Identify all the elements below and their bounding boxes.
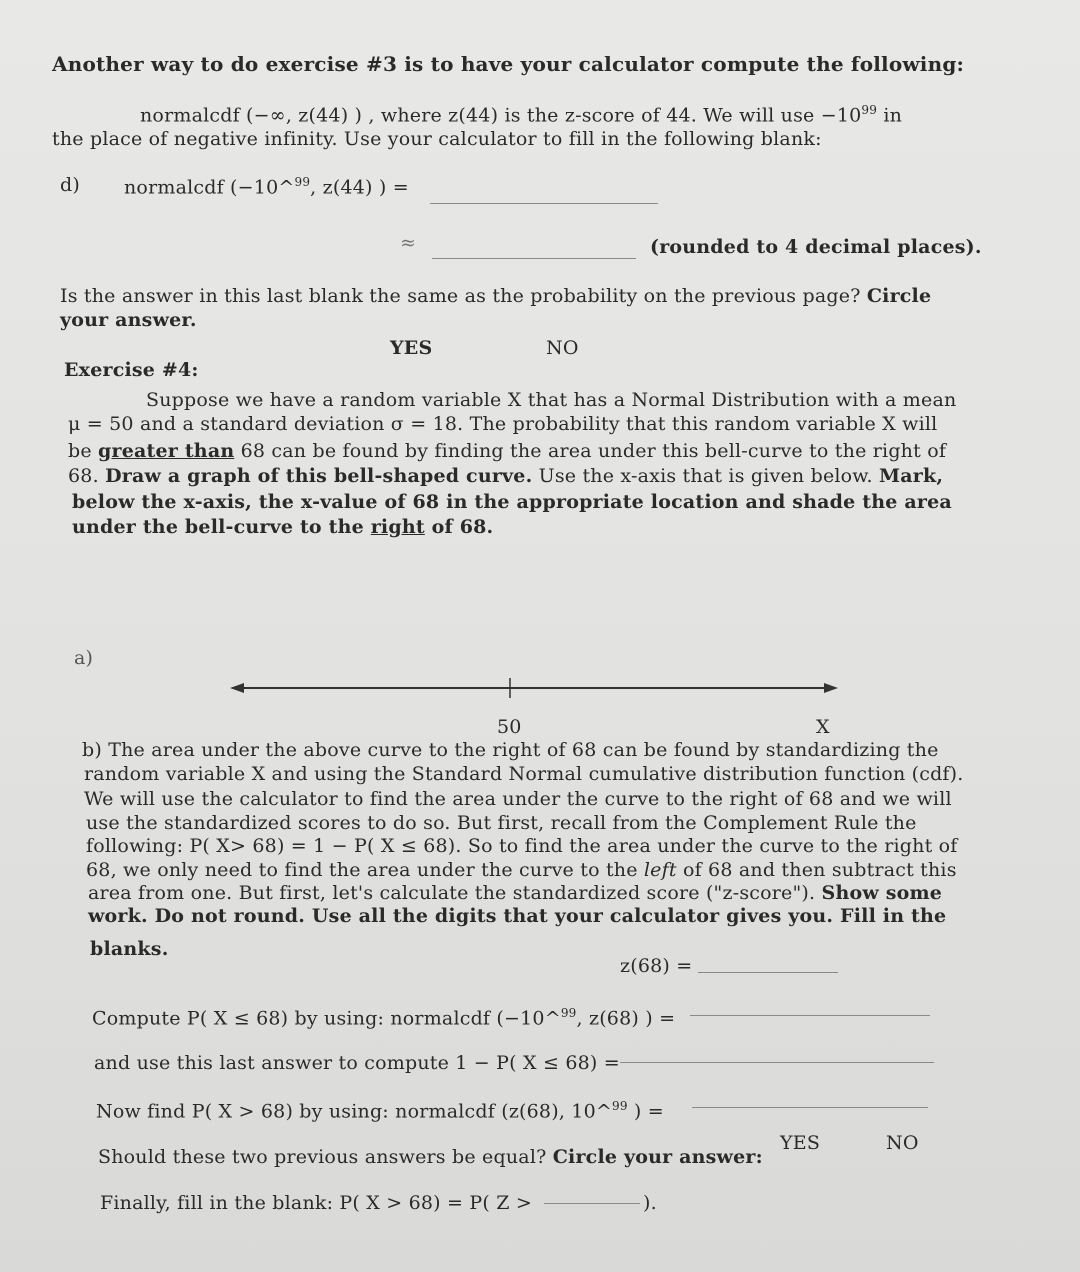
compute-blank1[interactable]	[690, 1015, 930, 1016]
part-b-line4: use the standardized scores to do so. But first, recall from the Complement Rule the	[86, 812, 917, 834]
z68-label: z(68) =	[620, 955, 693, 977]
part-d-rounded-blank[interactable]	[432, 258, 636, 259]
part-b-line7: area from one. But first, let's calculate the standardized score ("z-score"). Show some	[88, 882, 943, 904]
part-b-line1: b) The area under the above curve to the right of 68 can be found by standardizing the	[82, 739, 939, 761]
compute-line2: and use this last answer to compute 1 − P( X ≤ 68) =	[94, 1052, 620, 1074]
compute-line5-close: ).	[643, 1192, 657, 1214]
question-yes[interactable]: YES	[390, 337, 433, 359]
exercise4-title: Exercise #4:	[64, 359, 199, 381]
intro-heading: Another way to do exercise #3 is to have your calculator compute the following:	[52, 52, 965, 76]
exercise4-line1: Suppose we have a random variable X that has a Normal Distribution with a mean	[146, 389, 957, 411]
part-d-expression: normalcdf (−10^$^{99}$, z(44) ) =	[124, 175, 409, 199]
part-b-line9: blanks.	[90, 938, 169, 960]
compute-line5: Finally, fill in the blank: P( X > 68) = P( Z >	[100, 1192, 532, 1214]
exercise4-line3: be greater than 68 can be found by finding the area under this bell-curve to the right of	[68, 440, 947, 462]
z-threshold-blank[interactable]	[544, 1203, 640, 1204]
compute-blank2[interactable]	[620, 1062, 934, 1063]
rounded-note: (rounded to 4 decimal places).	[650, 236, 982, 258]
intro-line2: the place of negative infinity. Use your calculator to fill in the following blank:	[52, 128, 822, 150]
question-no[interactable]: NO	[546, 337, 579, 359]
compute-blank3[interactable]	[692, 1107, 928, 1108]
compute-line3: Now find P( X > 68) by using: normalcdf (z(68), 10^$^{99}$ ) =	[96, 1099, 664, 1123]
part-b-line6: 68, we only need to find the area under the curve to the left of 68 and then subtract this	[86, 859, 957, 881]
question-line1: Is the answer in this last blank the same as the probability on the previous page? Circle	[60, 285, 932, 307]
exercise4-line2: μ = 50 and a standard deviation σ = 18. The probability that this random variable X will	[68, 413, 938, 435]
compute-line4: Should these two previous answers be equal? Circle your answer:	[98, 1146, 763, 1168]
compute-line1: Compute P( X ≤ 68) by using: normalcdf (−10^$^{99}$, z(68) ) =	[92, 1006, 676, 1030]
exercise4-line6: under the bell-curve to the right of 68.	[72, 516, 494, 538]
exercise4-line5: below the x-axis, the x-value of 68 in the appropriate location and shade the area	[72, 491, 952, 513]
part-b-line5: following: P( X> 68) = 1 − P( X ≤ 68). So to find the area under the curve to the right of	[86, 835, 958, 857]
part-a-label: a)	[74, 647, 94, 669]
approx-symbol: ≈	[400, 232, 417, 254]
axis-label-x: X	[816, 716, 830, 738]
z68-blank[interactable]	[698, 972, 838, 973]
part-d-label: d)	[60, 174, 80, 196]
intro-line1: normalcdf (−∞, z(44) ) , where z(44) is the z-score of 44. We will use $-10^{99}$ in	[140, 103, 903, 127]
question-line2: your answer.	[60, 309, 197, 331]
compute-yes[interactable]: YES	[780, 1132, 821, 1154]
part-b-line3: We will use the calculator to find the area under the curve to the right of 68 and we will	[84, 788, 952, 810]
part-d-answer-blank[interactable]	[430, 203, 658, 204]
compute-no[interactable]: NO	[886, 1132, 919, 1154]
x-axis-right-arrow	[824, 683, 838, 693]
exercise4-line4: 68. Draw a graph of this bell-shaped curve. Use the x-axis that is given below. Mark,	[68, 465, 944, 487]
part-b-line2: random variable X and using the Standard Normal cumulative distribution function (cdf).	[84, 763, 964, 785]
x-axis[interactable]	[230, 676, 840, 706]
part-b-line8: work. Do not round. Use all the digits that your calculator gives you. Fill in the	[88, 905, 947, 927]
x-axis-left-arrow	[230, 683, 244, 693]
tick-label-50: 50	[497, 716, 522, 738]
